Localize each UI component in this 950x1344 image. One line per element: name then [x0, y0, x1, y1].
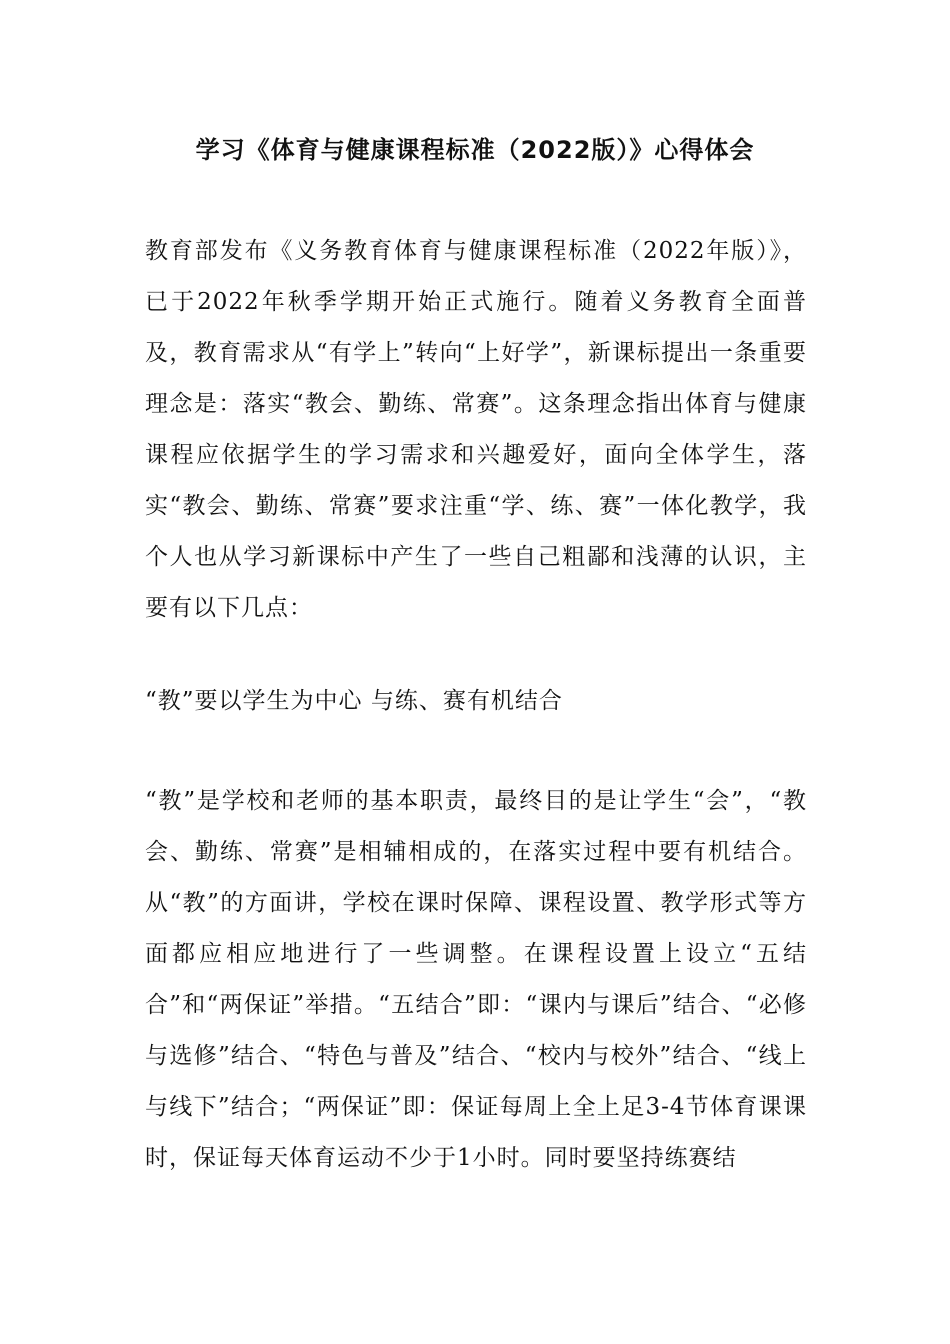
paragraph-body: “教”是学校和老师的基本职责，最终目的是让学生“会”，“教会、勤练、常赛”是相辅相成的，在落实过程中要有机结合。从“教”的方面讲，学校在课时保障、课程设置、教学形式等方面都应相应地进行了一些调整。在课程设置上设立“五结合”和“两保证”举措。“五结合”即：“课内与课后”结合、“必修与选修”结合、“特色与普及”结合、“校内与校外”结合、“线上与线下”结合；“两保证”即：保证每周上全上足3-4节体育课课时，保证每天体育运动不少于1小时。同时要坚持练赛结	[145, 788, 807, 1171]
document-title: 学习《体育与健康课程标准（2022版）》心得体会	[195, 136, 755, 164]
paragraph-intro: 教育部发布《义务教育体育与健康课程标准（2022年版）》，已于2022年秋季学期开始正式施行。随着义务教育全面普及，教育需求从“有学上”转向“上好学”，新课标提出一条重要理念是：落实“教会、勤练、常赛”。这条理念指出体育与健康课程应依据学生的学习需求和兴趣爱好，面向全体学生，落实“教会、勤练、常赛”要求注重“学、练、赛”一体化教学，我个人也从学习新课标中产生了一些自己粗鄙和浅薄的认识，主要有以下几点：	[145, 238, 807, 621]
section-heading: “教”要以学生为中心 与练、赛有机结合	[145, 688, 563, 714]
